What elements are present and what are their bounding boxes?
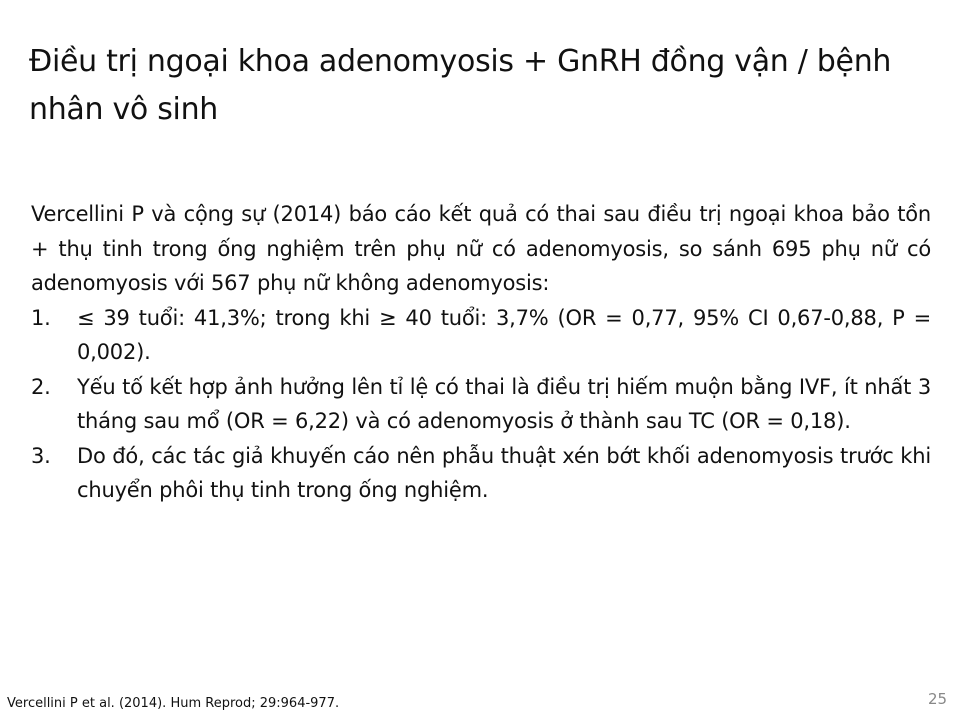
slide-title: Điều trị ngoại khoa adenomyosis + GnRH đồng vận / bệnh nhân vô sinh [29, 44, 892, 127]
page-number: 25 [928, 690, 948, 708]
list-item-number: 2. [31, 374, 51, 399]
list-item-text: Do đó, các tác giả khuyến cáo nên phẫu thuật xén bớt khối adenomyosis trước khi chuyển phôi thụ tinh trong ống nghiệm. [77, 443, 931, 502]
list-item [31, 370, 931, 439]
intro-paragraph: Vercellini P và cộng sự (2014) báo cáo kết quả có thai sau điều trị ngoại khoa bảo tồn + thụ tinh trong ống nghiệm trên phụ nữ có adenomyosis, so sánh 695 phụ nữ có adenomyosis với 567 phụ nữ không adenomyosis: [31, 202, 931, 295]
list-item [31, 301, 931, 370]
list-item-number: 1. [31, 305, 51, 330]
list-item-text: Yếu tố kết hợp ảnh hưởng lên tỉ lệ có thai là điều trị hiếm muộn bằng IVF, ít nhất 3 tháng sau mổ (OR = 6,22) và có adenomyosis ở thành sau TC (OR = 0,18). [77, 374, 931, 433]
slide-body [31, 197, 931, 508]
list-item [31, 439, 931, 508]
list-item-text: ≤ 39 tuổi: 41,3%; trong khi ≥ 40 tuổi: 3,7% (OR = 0,77, 95% CI 0,67-0,88, P = 0,002). [77, 305, 931, 364]
numbered-list [31, 301, 931, 508]
reference-footnote: Vercellini P et al. (2014). Hum Reprod; 29:964-977. [7, 696, 340, 711]
list-item-number: 3. [31, 443, 51, 468]
